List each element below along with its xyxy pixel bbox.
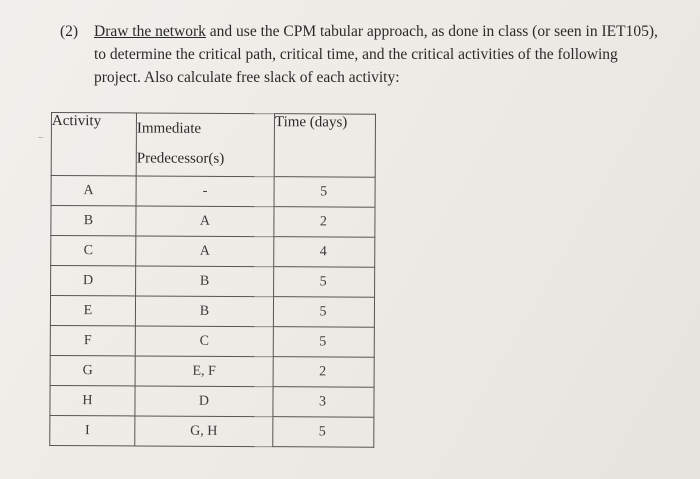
table-row [50,355,374,387]
table-row [50,385,374,417]
cell-predecessor: A [136,236,274,267]
cell-predecessor: G, H [135,416,273,447]
problem-line3: project. Also calculate free slack of each activity: [94,69,400,86]
header-predecessor-line2: Predecessor(s) [136,150,225,167]
cell-predecessor: A [136,206,274,237]
cell-time: 2 [273,357,374,388]
cell-activity: A [51,176,136,206]
cell-activity: H [50,385,135,415]
cell-activity: E [50,296,135,326]
table-row [50,415,374,447]
table-row [50,325,374,357]
table-row [51,176,375,208]
cell-predecessor: C [135,326,273,357]
cell-predecessor: - [136,176,274,207]
table-row [50,296,374,328]
problem-statement [60,20,690,89]
problem-text [94,20,690,89]
cell-time: 5 [274,177,375,208]
table-header-row [51,113,375,178]
cell-activity: I [50,415,135,445]
header-predecessor-line1: Immediate [136,120,202,137]
table-row [51,236,375,268]
cell-activity: D [51,266,136,296]
cell-predecessor: E, F [135,356,273,387]
cell-time: 2 [274,207,375,238]
cell-time: 3 [273,387,374,418]
table-row [51,266,375,298]
header-activity: Activity [51,113,136,176]
table-row [51,206,375,238]
problem-line2: to determine the critical path, critical time, and the critical activities of the following [94,46,618,63]
cell-time: 4 [274,237,375,268]
pencil-mark [38,137,43,142]
header-time: Time (days) [274,114,375,178]
cell-activity: C [51,236,136,266]
cell-activity: F [50,325,135,355]
cell-predecessor: B [135,296,273,327]
cell-time: 5 [274,267,375,298]
activity-table [49,112,376,448]
cell-activity: B [51,206,136,236]
cell-time: 5 [273,327,374,358]
cell-predecessor: D [135,386,273,417]
problem-lead: Draw the network [94,23,206,40]
cell-predecessor: B [136,266,274,297]
cell-activity: G [50,355,135,385]
cell-time: 5 [273,417,374,448]
problem-number: (2) [60,23,79,40]
header-predecessor [136,113,274,177]
problem-line1-rest: and use the CPM tabular approach, as done in class (or seen in IET105), [205,23,658,40]
cell-time: 5 [273,297,374,328]
